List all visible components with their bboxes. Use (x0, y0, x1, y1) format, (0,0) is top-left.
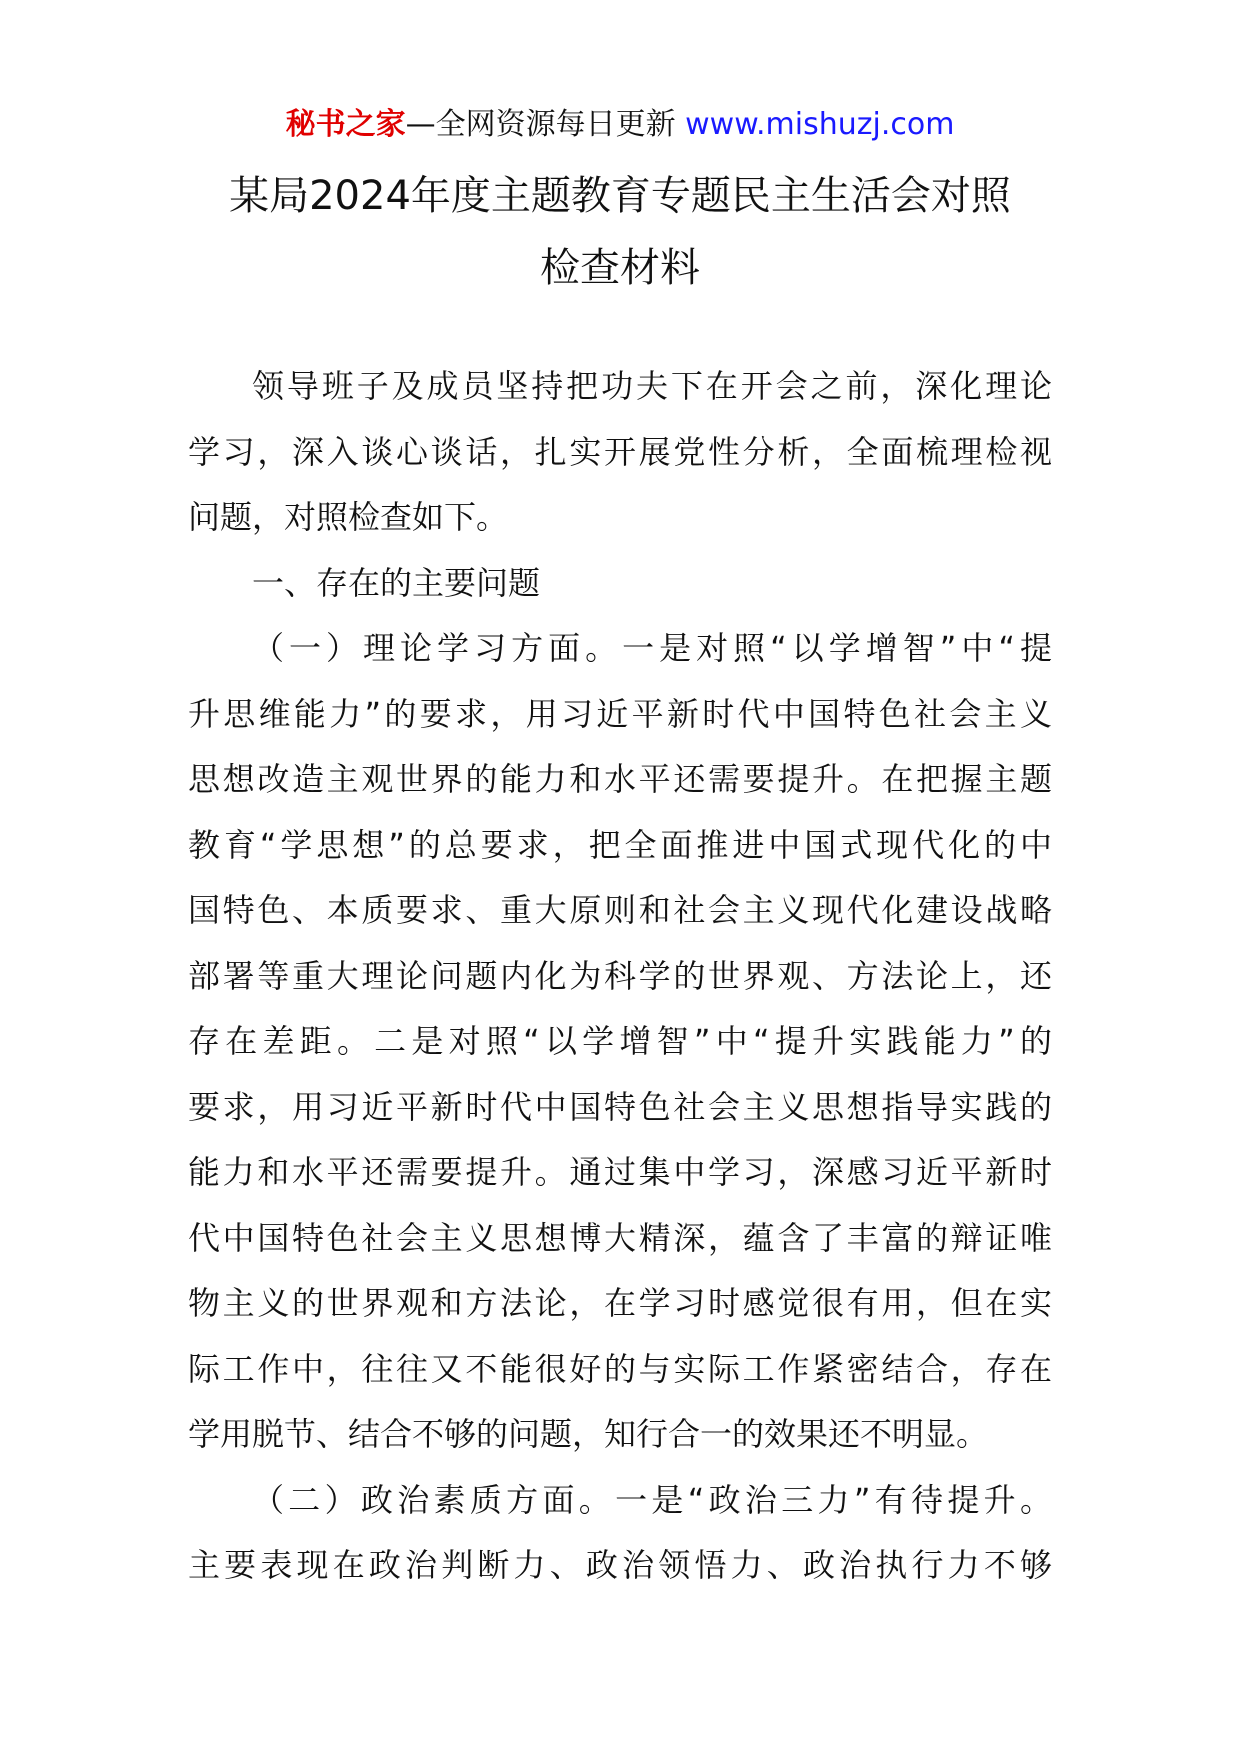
body-line: 学习，深入谈心谈话，扎实开展党性分析，全面梳理检视 (188, 432, 1052, 471)
body-line: 学用脱节、结合不够的问题，知行合一的效果还不明显。 (188, 1415, 989, 1453)
title-line-1: 某局2024年度主题教育专题民主生活会对照 (229, 173, 1011, 219)
body-line: 代中国特色社会主义思想博大精深，蕴含了丰富的辩证唯 (188, 1218, 1052, 1257)
site-header (0, 100, 1240, 150)
body-line: 际工作中，往往又不能很好的与实际工作紧密结合，存在 (188, 1349, 1052, 1388)
body-line: 主要表现在政治判断力、政治领悟力、政治执行力不够 (188, 1546, 1052, 1584)
body-line: 升思维能力”的要求，用习近平新时代中国特色社会主义 (188, 694, 1052, 733)
body-line: （二）政治素质方面。一是“政治三力”有待提升。 (252, 1480, 1052, 1519)
body-line: 要求，用习近平新时代中国特色社会主义思想指导实践的 (188, 1087, 1052, 1126)
document-title (140, 160, 1100, 304)
body-line: （一）理论学习方面。一是对照“以学增智”中“提 (252, 629, 1052, 667)
title-line-2: 检查材料 (540, 245, 700, 291)
body-line: 部署等重大理论问题内化为科学的世界观、方法论上，还 (188, 956, 1052, 995)
body-line: 物主义的世界观和方法论，在学习时感觉很有用，但在实 (188, 1284, 1052, 1322)
body-line: 国特色、本质要求、重大原则和社会主义现代化建设战略 (188, 891, 1052, 929)
body-line: 教育“学思想”的总要求，把全面推进中国式现代化的中 (188, 825, 1052, 864)
body-line: 问题，对照检查如下。 (188, 498, 509, 536)
header-slogan: —全网资源每日更新 (405, 107, 686, 142)
body-line: 能力和水平还需要提升。通过集中学习，深感习近平新时 (188, 1153, 1052, 1191)
body-line: 领导班子及成员坚持把功夫下在开会之前，深化理论 (252, 367, 1052, 405)
body-line: 思想改造主观世界的能力和水平还需要提升。在把握主题 (188, 760, 1052, 798)
section-heading: 一、存在的主要问题 (252, 563, 541, 602)
body-line: 存在差距。二是对照“以学增智”中“提升实践能力”的 (188, 1022, 1052, 1060)
document-body (188, 354, 1052, 1599)
site-url-link[interactable]: www.mishuzj.com (685, 107, 955, 142)
brand-name: 秘书之家 (285, 107, 406, 142)
